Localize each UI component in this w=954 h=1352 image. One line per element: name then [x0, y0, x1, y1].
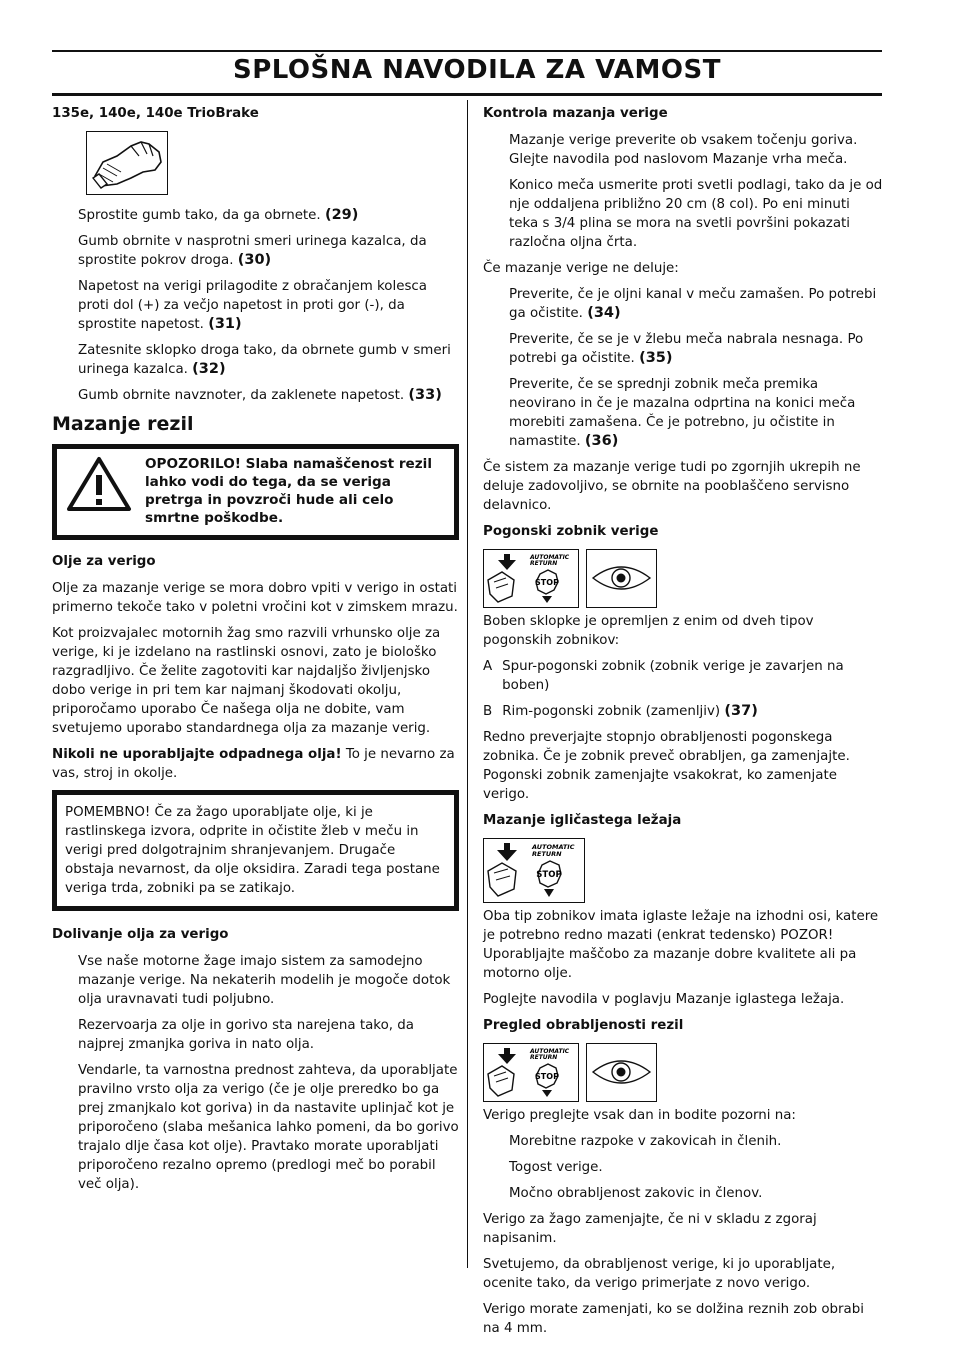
check-paragraph-4: Če sistem za mazanje verige tudi po zgornjih ukrepih ne deluje zadovoljivo, se obrnite na pooblaščeno servisno delavnico. — [483, 460, 861, 513]
warning-text: OPOZORILO! Slaba namaščenost rezil lahko vodi do tega, da se veriga pretrga in povzroči hude ali celo smrtne poškodbe. — [145, 456, 432, 526]
automatic-return-stop-icon — [483, 549, 579, 608]
oil-paragraph-3: Nikoli ne uporabljajte odpadnega olja! To je nevarno za vas, stroj in okolje. — [52, 747, 455, 781]
title-top-rule — [52, 50, 882, 52]
column-divider — [467, 100, 468, 1268]
stop-label: STOP — [535, 578, 559, 587]
wear-heading: Pregled obrabljenosti rezil — [483, 1018, 684, 1033]
oil-heading: Olje za verigo — [52, 554, 156, 569]
left-column — [52, 104, 459, 1201]
right-column — [483, 104, 883, 1345]
glove-icon — [86, 131, 168, 195]
wear-paragraph-3: Svetujemo, da obrabljenost verige, ki jo uporabljate, ocenite tako, da verigo primerjate z novo verigo. — [483, 1257, 836, 1291]
return-label: RETURN — [530, 560, 558, 567]
check-heading: Kontrola mazanja verige — [483, 106, 668, 121]
step-30: Gumb obrnite v nasprotni smeri urinega kazalca, da sprostite pokrov droga. (30) — [78, 234, 427, 268]
check-item-35: Preverite, če se je v žlebu meča nabrala nesnaga. Po potrebi ga očistite. (35) — [509, 332, 864, 366]
important-note-box — [52, 790, 459, 911]
section-title: Mazanje rezil — [52, 413, 194, 435]
warning-triangle-icon — [65, 455, 135, 527]
model-heading: 135e, 140e, 140e TrioBrake — [52, 106, 259, 121]
automatic-label-2: AUTOMATIC — [532, 843, 575, 851]
wear-paragraph-1: Verigo preglejte vsak dan in bodite pozorni na: — [483, 1108, 796, 1123]
needle-paragraph-2: Poglejte navodila v poglavju Mazanje iglastega ležaja. — [483, 992, 845, 1007]
fill-paragraph-3: Vendarle, ta varnostna prednost zahteva, da uporabljate pravilno vrsto olja za verigo (če je olje preredko bo ga prej zmanjkalo kot goriva) in da nastavite uplinjač kot je priporočeno (slaba mešanica lahko pomeni, da bo gorivo trajalo dlje časa kot olje). Pravtako morate uporabljati priporočeno rezalno opremo (predlogi meč bo porabil več olja). — [78, 1063, 459, 1192]
needle-heading: Mazanje igličastega ležaja — [483, 813, 682, 828]
sprocket-item-b: B Rim-pogonski zobnik (zamenljiv) (37) — [483, 703, 758, 719]
wear-item-2: Togost verige. — [509, 1160, 603, 1175]
page-title: SPLOŠNA NAVODILA ZA VAMOST — [232, 55, 721, 85]
sprocket-paragraph-2: Redno preverjajte stopnjo obrabljenosti pogonskega zobnika. Če je zobnik preveč obrabljen, ga zamenjajte. Pogonski zobnik zamenjajte vsakokrat, ko zamenjate verigo. — [483, 730, 850, 802]
fill-paragraph-2: Rezervoarja za olje in gorivo sta narejena tako, da najprej zmanjka goriva in nato olja. — [78, 1018, 414, 1052]
check-item-36: Preverite, če se sprednji zobnik meča premika neovirano in če je mazalna odprtina na konici meča morebiti zamašena. Če je potrebno, ju očistite in namastite. (36) — [509, 377, 856, 449]
eye-inspect-icon-2 — [586, 1043, 657, 1102]
step-33: Gumb obrnite navznoter, da zaklenete napetost. (33) — [78, 387, 442, 403]
fill-paragraph-1: Vse naše motorne žage imajo sistem za samodejno mazanje verige. Na nekaterih modelih je mogoče dotok olja uravnavati tudi poljubno. — [78, 954, 451, 1007]
automatic-return-stop-icon-3 — [483, 1043, 579, 1102]
step-31: Napetost na verigi prilagodite z obračanjem kolesca proti dol (+) za večjo napetost in proti gor (-), da sprostite napetost. (31) — [78, 279, 427, 332]
automatic-return-stop-icon-2 — [483, 838, 585, 903]
check-paragraph-3: Če mazanje verige ne deluje: — [483, 261, 679, 276]
return-label-3: RETURN — [530, 1054, 558, 1061]
stop-label-2: STOP — [536, 870, 562, 880]
title-bottom-rule — [52, 93, 882, 96]
stop-label-3: STOP — [535, 1072, 559, 1081]
wear-paragraph-2: Verigo za žago zamenjajte, če ni v skladu z zgoraj napisanim. — [483, 1212, 817, 1246]
step-32: Zatesnite sklopko droga tako, da obrnete gumb v smeri urinega kazalca. (32) — [78, 343, 451, 377]
wear-item-1: Morebitne razpoke v zakovicah in členih. — [509, 1134, 782, 1149]
check-item-34: Preverite, če je oljni kanal v meču zamašen. Po potrebi ga očistite. (34) — [509, 287, 877, 321]
oil-paragraph-1: Olje za mazanje verige se mora dobro vpiti v verigo in ostati primerno tekoče tako v poletni vročini kot v zimskem mrazu. — [52, 581, 458, 615]
check-paragraph-2: Konico meča usmerite proti svetli podlagi, tako da je od nje oddaljena približno 20 cm (8 col). Po eni minuti teka s 3/4 plina se mora na svetli površini pokazati razločna oljna črta. — [509, 178, 883, 250]
fill-heading: Dolivanje olja za verigo — [52, 927, 229, 942]
sprocket-paragraph-1: Boben sklopke je opremljen z enim od dveh tipov pogonskih zobnikov: — [483, 614, 814, 648]
sprocket-item-a: A Spur-pogonski zobnik (zobnik verige je zavarjen na boben) — [483, 659, 844, 693]
check-paragraph-1: Mazanje verige preverite ob vsakem točenju goriva. Glejte navodila pod naslovom Mazanje vrha meča. — [509, 133, 858, 167]
step-29: Sprostite gumb tako, da ga obrnete. (29) — [78, 207, 359, 223]
wear-paragraph-4: Verigo morate zamenjati, ko se dolžina reznih zob obrabi na 4 mm. — [483, 1302, 864, 1336]
needle-paragraph-1: Oba tip zobnikov imata iglaste ležaje na izhodni osi, katere je potrebno redno mazati (enkrat tedensko) POZOR! Uporabljajte maščobo za mazanje dobre kvalitete ali pa motorno olje. — [483, 909, 879, 981]
automatic-label: AUTOMATIC — [530, 554, 570, 561]
warning-box — [52, 444, 459, 540]
eye-inspect-icon — [586, 549, 657, 608]
return-label-2: RETURN — [532, 850, 562, 858]
automatic-label-3: AUTOMATIC — [530, 1048, 570, 1055]
sprocket-heading: Pogonski zobnik verige — [483, 524, 659, 539]
wear-item-3: Močno obrabljenost zakovic in členov. — [509, 1186, 763, 1201]
oil-paragraph-2: Kot proizvajalec motornih žag smo razvili vrhunsko olje za verige, ki je izdelano na rastlinski osnovi, zato je biološko razgradljivo. Če želite zagotoviti kar najdaljšo življenjsko dobo verige in pri tem kar najmanj škodovati okolju, priporočamo uporabo Če našega olja ne dobite, vam svetujemo uporabo standardnega olja za mazanje verig. — [52, 626, 441, 736]
important-note-text: POMEMBNO! Če za žago uporabljate olje, ki je rastlinskega izvora, odprite in očistite žleb v meču in verigi pred dolgotrajnim shranjevanjem. Drugače obstaja nevarnost, da olje oksidira. Zaradi tega postane veriga trda, zobniki pa se zatikajo. — [65, 805, 440, 896]
